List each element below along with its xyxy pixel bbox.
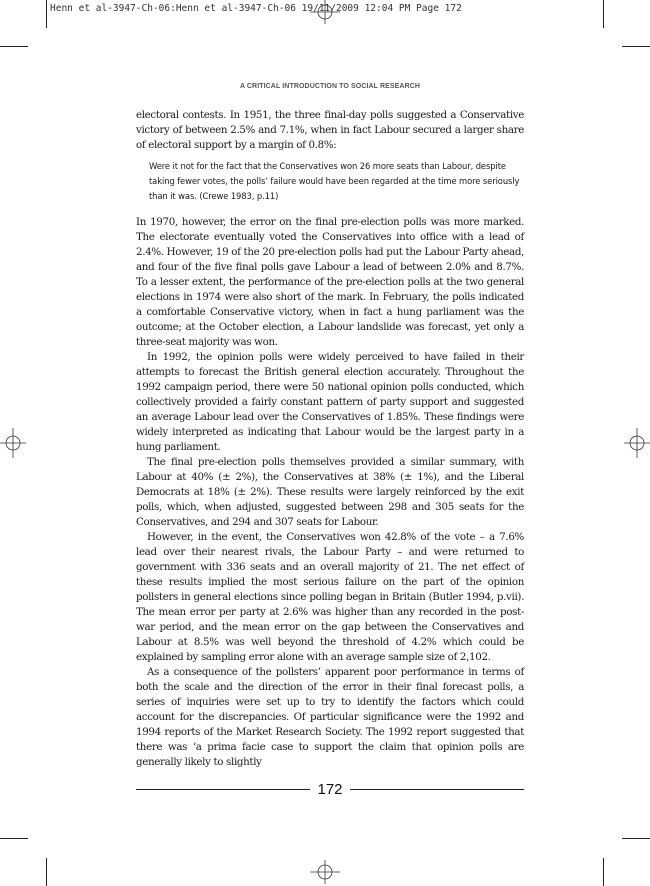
registration-mark-right: [624, 428, 650, 458]
page-number: 172: [317, 780, 343, 798]
paragraph: In 1992, the opinion polls were widely perceived to have failed in their attempts to forecast the British general election accurately. Throughout the 1992 campaign period, there were 50 national opinion polls conducted, which collectively provided a fairly constant pattern of party support and suggested an average Labour lead over the Conservatives of 1.85%. These findings were widely interpreted as indicating that Labour would be the largest party in a hung parliament.: [136, 350, 524, 453]
crop-mark: [603, 0, 604, 28]
footer-rule-left: [136, 789, 310, 790]
paragraph: electoral contests. In 1951, the three final-day polls suggested a Conservative victory of between 2.5% and 7.1%, when in fact Labour secured a larger share of electoral support by a margin of 0.8%:: [136, 109, 524, 151]
paragraph: As a consequence of the pollsters’ apparent poor performance in terms of both the scale and the direction of the error in their final forecast polls, a series of inquiries were set up to try to identify the factors which could account for the discrepancies. Of particular significance were the 1992 and 1994 reports of the Market Research Society. The 1992 report suggested that there was ‘a prima facie case to support the claim that opinion polls are generally likely to slightly: [136, 665, 524, 768]
running-head: A CRITICAL INTRODUCTION TO SOCIAL RESEARCH: [239, 83, 421, 90]
crop-mark: [0, 46, 28, 47]
crop-mark: [622, 838, 650, 839]
registration-mark-left: [0, 428, 26, 458]
registration-mark-top: [310, 0, 340, 24]
paragraph: In 1970, however, the error on the final pre-election polls was more marked. The electorate eventually voted the Conservatives into office with a lead of 2.4%. However, 19 of the 20 pre-election polls had put the Labour Party ahead, and four of the five final polls gave Labour a lead of between 2.0% and 8.7%. To a lesser extent, the performance of the pre-election polls at the two general elections in 1974 were also short of the mark. In February, the polls indicated a comfortable Conservative victory, when in fact a hung parliament was the outcome; at the October election, a Labour landslide was forecast, yet only a three-seat majority was won.: [136, 215, 524, 348]
body-text: [136, 108, 524, 770]
block-quote: Were it not for the fact that the Conservatives won 26 more seats than Labour, despite taking fewer votes, the polls’ failure would have been regarded at the time more seriously than it was. (Crewe 1983, p.11): [149, 161, 520, 202]
crop-mark: [46, 0, 47, 28]
paragraph: The final pre-election polls themselves provided a similar summary, with Labour at 40% (± 2%), the Conservatives at 38% (± 1%), and the Liberal Democrats at 18% (± 2%). These results were largely reinforced by the exit polls, which, when adjusted, suggested between 298 and 305 seats for the Conservatives, and 294 and 307 seats for Labour.: [136, 455, 524, 528]
registration-mark-bottom: [310, 860, 340, 884]
paragraph: However, in the event, the Conservatives won 42.8% of the vote – a 7.6% lead over their nearest rivals, the Labour Party – and were returned to government with 336 seats and an overall majority of 21. The net effect of these results implied the most serious failure on the part of the opinion pollsters in general elections since polling began in Britain (Butler 1994, p.vii). The mean error per party at 2.6% was higher than any recorded in the post-war period, and the mean error on the gap between the Conservatives and Labour at 8.5% was well beyond the threshold of 4.2% which could be explained by sampling error alone with an average sample size of 2,102.: [136, 530, 524, 663]
crop-mark: [603, 858, 604, 886]
crop-mark: [46, 858, 47, 886]
page-footer: [136, 777, 524, 801]
crop-mark: [622, 46, 650, 47]
crop-mark: [0, 838, 28, 839]
slug-line: Henn et al-3947-Ch-06:Henn et al-3947-Ch-06 19/11/2009 12:04 PM Page 172: [50, 3, 462, 14]
footer-rule-right: [350, 789, 524, 790]
